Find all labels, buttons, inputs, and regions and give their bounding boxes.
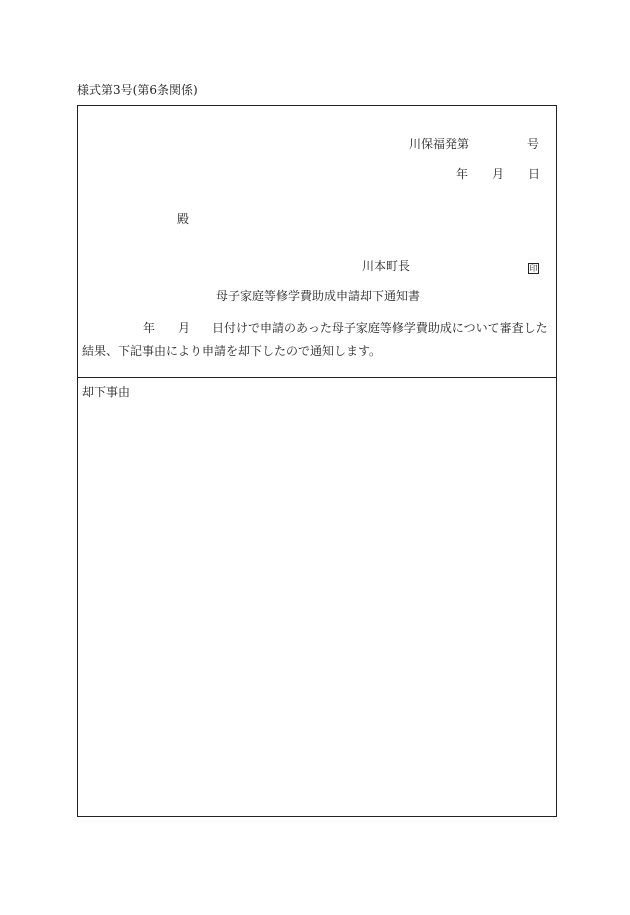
issue-date-year: 年 bbox=[456, 167, 469, 181]
document-title: 母子家庭等修学費助成申請却下通知書 bbox=[216, 289, 421, 303]
form-header: 様式第3号(第6条関係) bbox=[77, 83, 198, 97]
reason-label: 却下事由 bbox=[82, 385, 131, 399]
issue-date-day: 日 bbox=[528, 167, 541, 181]
body-line1: 日付けで申請のあった母子家庭等修学費助成について審査した bbox=[212, 321, 548, 335]
issuer-name: 川本町長 bbox=[362, 259, 411, 273]
body-line2: 結果、下記事由により申請を却下したので通知します。 bbox=[82, 344, 382, 358]
doc-number-suffix: 号 bbox=[527, 137, 540, 151]
notice-form-box bbox=[77, 105, 557, 817]
section-divider bbox=[77, 377, 557, 378]
body-year: 年 bbox=[143, 321, 156, 335]
seal-mark-wrapper bbox=[528, 260, 539, 274]
seal-icon: 印 bbox=[529, 264, 538, 273]
doc-number-prefix: 川保福発第 bbox=[409, 137, 470, 151]
issue-date-month: 月 bbox=[492, 167, 505, 181]
addressee-honorific: 殿 bbox=[177, 212, 190, 226]
body-month: 月 bbox=[178, 321, 191, 335]
